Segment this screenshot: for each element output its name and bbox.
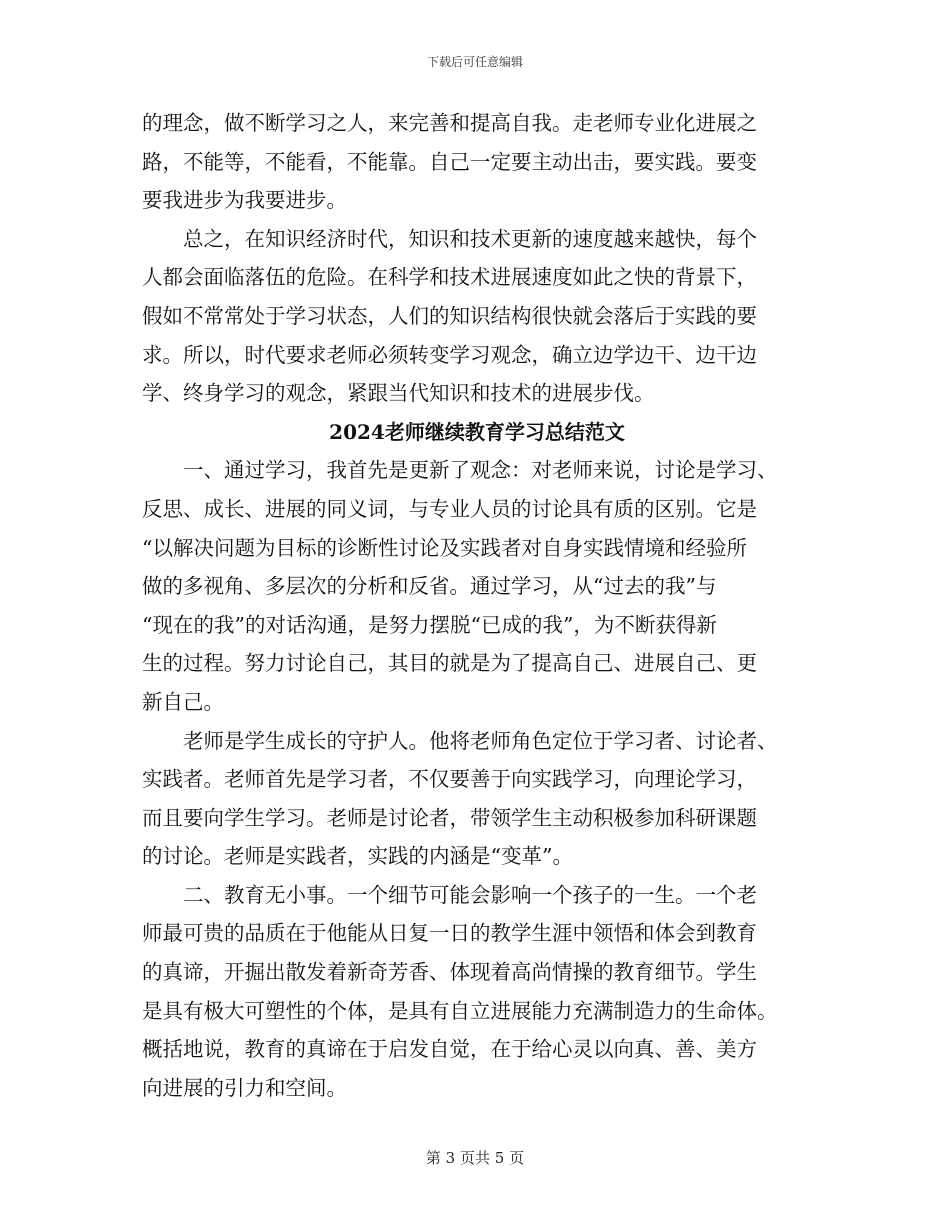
- text-line: 人都会面临落伍的危险。在科学和技术进展速度如此之快的背景下，: [142, 265, 757, 290]
- paragraph-start-line: 一、通过学习，我首先是更新了观念：对老师来说，讨论是学习、: [183, 458, 778, 483]
- text-line: 要我进步为我要进步。: [142, 188, 347, 213]
- page-header: 下载后可任意编辑: [426, 55, 523, 69]
- text-line: 新自己。: [142, 689, 224, 714]
- text-line: 概括地说，教育的真谛在于启发自觉，在于给心灵以向真、善、美方: [142, 1037, 757, 1062]
- text-line: 向进展的引力和空间。: [142, 1075, 347, 1100]
- document-body: [142, 104, 812, 1107]
- section-title: 2024老师继续教育学习总结范文: [329, 419, 625, 444]
- text-line: 的真谛，开掘出散发着新奇芳香、体现着高尚情操的教育细节。学生: [142, 960, 757, 985]
- text-line: “现在的我”的对话沟通，是努力摆脱“已成的我”，为不断获得新: [142, 612, 717, 637]
- text-line: 假如不常常处于学习状态，人们的知识结构很快就会落后于实践的要: [142, 303, 757, 328]
- page-footer: 第 3 页共 5 页: [425, 1149, 525, 1167]
- text-line: 学、终身学习的观念，紧跟当代知识和技术的进展步伐。: [142, 381, 655, 406]
- text-line: 的讨论。老师是实践者，实践的内涵是“变革”。: [142, 844, 573, 869]
- text-line: “以解决问题为目标的诊断性讨论及实践者对自身实践情境和经验所: [142, 535, 747, 560]
- text-line: 做的多视角、多层次的分析和反省。通过学习，从“过去的我”与: [142, 574, 717, 599]
- text-line: 而且要向学生学习。老师是讨论者，带领学生主动积极参加科研课题: [142, 805, 757, 830]
- text-line: 求。所以，时代要求老师必须转变学习观念，确立边学边干、边干边: [142, 342, 757, 367]
- text-line: 生的过程。努力讨论自己，其目的就是为了提高自己、进展自己、更: [142, 651, 757, 676]
- text-line: 路，不能等，不能看，不能靠。自己一定要主动出击，要实践。要变: [142, 149, 757, 174]
- text-line: 是具有极大可塑性的个体，是具有自立进展能力充满制造力的生命体。: [142, 998, 778, 1023]
- text-line: 的理念，做不断学习之人，来完善和提高自我。走老师专业化进展之: [142, 111, 757, 135]
- text-line: 反思、成长、进展的同义词，与专业人员的讨论具有质的区别。它是: [142, 496, 757, 521]
- paragraph-start-line: 总之，在知识经济时代，知识和技术更新的速度越来越快，每个: [183, 226, 757, 251]
- paragraph-start-line: 老师是学生成长的守护人。他将老师角色定位于学习者、讨论者、: [183, 728, 778, 753]
- paragraph-start-line: 二、教育无小事。一个细节可能会影响一个孩子的一生。一个老: [183, 882, 757, 907]
- text-line: 师最可贵的品质在于他能从日复一日的教学生涯中领悟和体会到教育: [142, 921, 757, 946]
- text-line: 实践者。老师首先是学习者，不仅要善于向实践学习，向理论学习，: [142, 767, 757, 792]
